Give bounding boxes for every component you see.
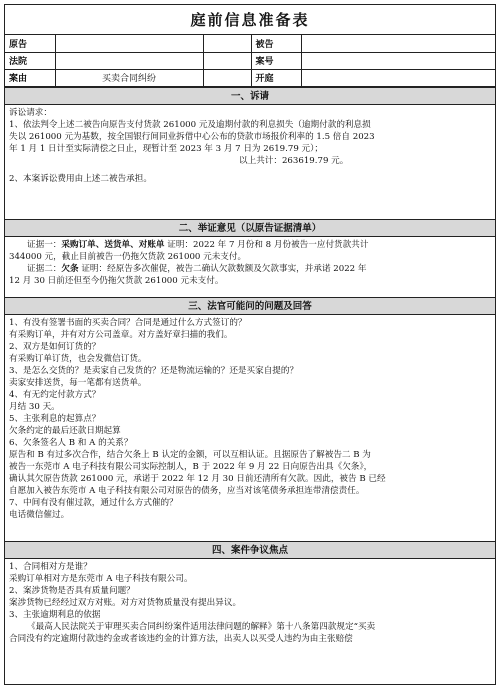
answer-line: 有采购订单，并有对方公司盖章。对方盖好章扫描的我们。 xyxy=(9,329,233,340)
section-evidence-heading: 二、举证意见（以原告证据清单） xyxy=(5,219,495,237)
evidence-1-desc: 证明：2022 年 7 月份和 8 月份被告一应付货款共计 xyxy=(164,239,369,250)
evidence-1-line xyxy=(9,239,491,251)
question-line: 1、有没有签署书面的买卖合同？合同是通过什么方式签订的？ xyxy=(9,317,247,328)
case-info-table xyxy=(5,35,495,87)
claims-line: 诉讼请求： xyxy=(9,107,52,118)
section-questions-body xyxy=(5,315,495,541)
claims-line: 2、本案诉讼费用由上述二被告承担。 xyxy=(9,173,152,184)
dispute-answer-line: 案涉货物已经经过双方对账。对方对货物质量没有提出异议。 xyxy=(9,597,242,608)
case-no-label: 案号 xyxy=(251,52,301,69)
answer-line: 月结 30 天。 xyxy=(9,401,60,412)
court-value xyxy=(55,52,203,69)
section-claims-heading: 一、诉请 xyxy=(5,87,495,105)
question-line: 7、中间有没有催过款，通过什么方式催的？ xyxy=(9,497,178,508)
section-evidence-body xyxy=(5,237,495,297)
answer-line: 原告和 B 有过多次合作，结合欠条上 B 认定的金额，可以互相认证。且据原告了解被告二 B 为 xyxy=(9,449,371,460)
hearing-label: 开庭 xyxy=(251,69,301,86)
question-line: 3、是怎么交货的？是卖家自己发货的？还是物流运输的？还是买家自提的？ xyxy=(9,365,299,376)
info-spacer xyxy=(203,35,251,52)
evidence-2-title: 欠条 xyxy=(61,263,79,274)
cause-label: 案由 xyxy=(5,69,55,86)
defendant-value xyxy=(301,35,495,52)
info-spacer xyxy=(203,52,251,69)
dispute-question-line: 3、主张逾期利息的依据 xyxy=(9,609,101,620)
evidence-2-cont: 12 月 30 日前还但至今仍拖欠货款 261000 元未支付。 xyxy=(9,275,224,286)
dispute-answer-line: 合同没有约定逾期付款违约金或者该违约金的计算方法，出卖人以买受人违约为由主张赔偿 xyxy=(9,633,353,644)
answer-line: 电话微信催过。 xyxy=(9,509,70,520)
claims-line: 1、依法判令上述二被告向原告支付货款 261000 元及逾期付款的利息损失（逾期付款的利息损 xyxy=(9,119,371,130)
answer-line: 被告一东莞市 A 电子科技有限公司实际控制人，B 于 2022 年 9 月 22 日向原告出具《欠条》， xyxy=(9,461,373,472)
dispute-question-line: 2、案涉货物是否具有质量问题？ xyxy=(9,585,135,596)
info-spacer xyxy=(203,69,251,86)
document-sheet xyxy=(4,4,496,685)
answer-line: 自愿加入被告东莞市 A 电子科技有限公司对原告的债务，应当对该笔债务承担连带清偿责任。 xyxy=(9,485,365,496)
plaintiff-value xyxy=(55,35,203,52)
section-disputes-body xyxy=(5,559,495,647)
question-line: 2、双方是如何订货的？ xyxy=(9,341,101,352)
evidence-2-desc: 证明：经原告多次催促，被告二确认欠款数额及欠款事实，并承诺 2022 年 xyxy=(78,263,367,274)
answer-line: 卖家安排送货，每一笔都有送货单。 xyxy=(9,377,147,388)
defendant-label: 被告 xyxy=(251,35,301,52)
claims-line: 失以 261000 元为基数，按全国银行间同业拆借中心公布的贷款市场报价利率的 1.5 倍自 2023 xyxy=(9,131,375,142)
court-label: 法院 xyxy=(5,52,55,69)
answer-line: 有采购订单订货，也会发微信订货。 xyxy=(9,353,147,364)
evidence-2-prefix: 证据二： xyxy=(27,263,62,274)
dispute-question-line: 1、合同相对方是谁？ xyxy=(9,561,92,572)
dispute-answer-line: 《最高人民法院关于审理买卖合同纠纷案件适用法律问题的解释》第十八条第四款规定“买卖 xyxy=(27,621,376,632)
evidence-1-prefix: 证据一： xyxy=(27,239,62,250)
claims-line: 年 1 月 1 日计至实际清偿之日止，现暂计至 2023 年 3 月 7 日为 2619.79 元）； xyxy=(9,143,324,154)
cause-value: 买卖合同纠纷 xyxy=(55,69,203,86)
claims-total-line: 以上共计：263619.79 元。 xyxy=(239,155,349,166)
plaintiff-label: 原告 xyxy=(5,35,55,52)
section-questions-heading: 三、法官可能问的问题及回答 xyxy=(5,297,495,315)
question-line: 5、主张利息的起算点？ xyxy=(9,413,101,424)
dispute-answer-line: 采购订单相对方是东莞市 A 电子科技有限公司。 xyxy=(9,573,193,584)
question-line: 6、欠条签名人 B 和 A 的关系？ xyxy=(9,437,133,448)
question-line: 4、有无约定付款方式？ xyxy=(9,389,101,400)
evidence-2-line xyxy=(9,263,491,275)
case-no-value xyxy=(301,52,495,69)
answer-line: 欠条约定的最后还款日期起算 xyxy=(9,425,121,436)
hearing-value xyxy=(301,69,495,86)
evidence-1-title: 采购订单、送货单、对账单 xyxy=(61,239,165,250)
evidence-1-cont: 344000 元，截止目前被告一仍拖欠货款 261000 元未支付。 xyxy=(9,251,247,262)
answer-line: 确认其欠原告货款 261000 元，承诺于 2022 年 12 月 30 日前还清所有欠款。因此，被告 B 已经 xyxy=(9,473,386,484)
section-claims-body xyxy=(5,105,495,219)
info-row-cause xyxy=(5,69,495,86)
info-row-parties xyxy=(5,35,495,52)
section-disputes-heading: 四、案件争议焦点 xyxy=(5,541,495,559)
info-row-court xyxy=(5,52,495,69)
page-title: 庭前信息准备表 xyxy=(5,5,495,35)
